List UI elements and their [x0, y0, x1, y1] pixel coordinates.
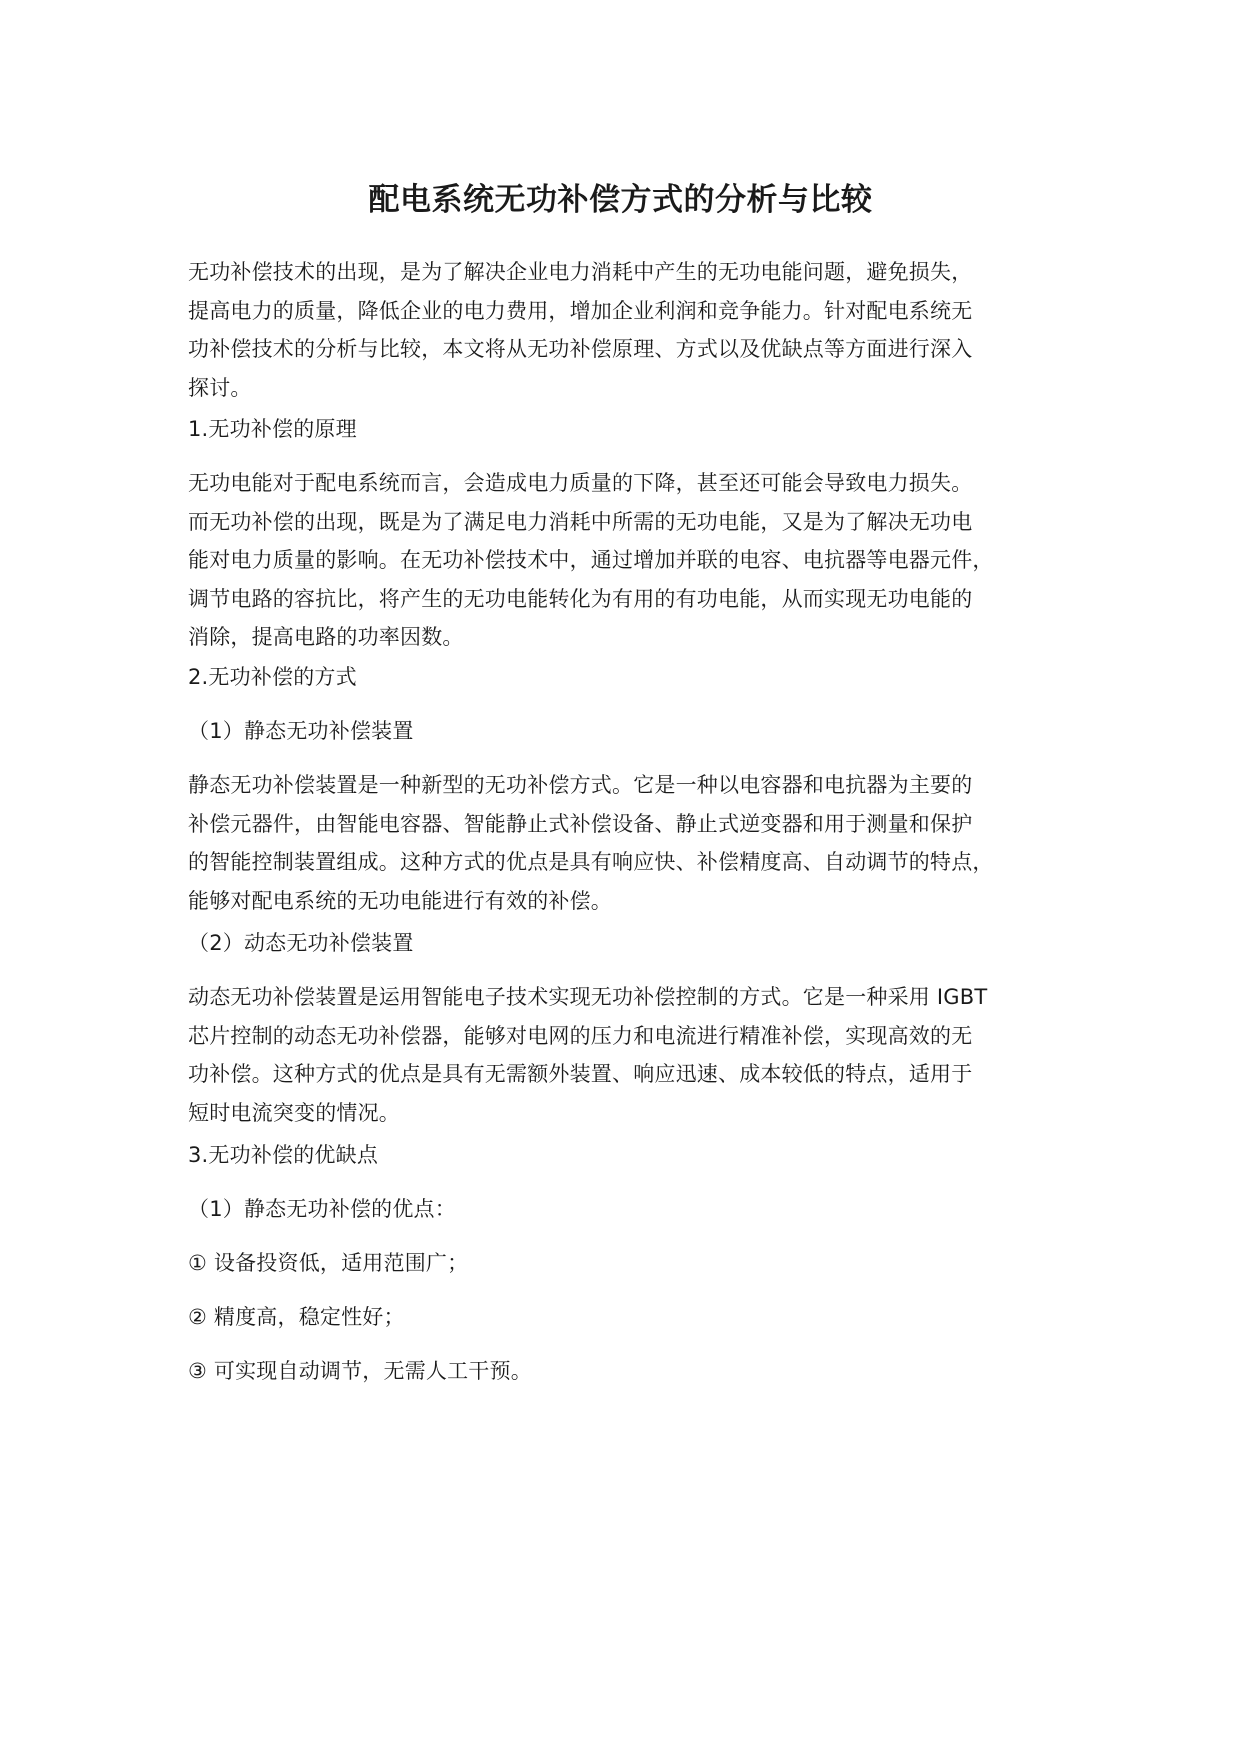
- list-item: ② 精度高，稳定性好；: [188, 1305, 405, 1329]
- section1-line: 而无功补偿的出现，既是为了满足电力消耗中所需的无功电能，又是为了解决无功电: [188, 509, 973, 534]
- section1-line: 能对电力质量的影响。在无功补偿技术中，通过增加并联的电容、电抗器等电器元件，: [188, 548, 994, 572]
- section3-heading: 3.无功补偿的优缺点: [188, 1143, 379, 1167]
- section2-sub2-heading: （2）动态无功补偿装置: [188, 931, 414, 955]
- section1-heading: 1.无功补偿的原理: [188, 417, 357, 441]
- intro-line: 探讨。: [188, 375, 252, 400]
- list-item: ③ 可实现自动调节，无需人工干预。: [188, 1359, 532, 1383]
- section3-sub1-heading: （1）静态无功补偿的优点：: [188, 1197, 456, 1221]
- intro-paragraph: [188, 253, 1078, 407]
- section2-sub1-line: 补偿元器件，由智能电容器、智能静止式补偿设备、静止式逆变器和用于测量和保护: [188, 811, 973, 836]
- intro-line: 无功补偿技术的出现，是为了解决企业电力消耗中产生的无功电能问题，避免损失，: [188, 260, 973, 284]
- section1-paragraph: [188, 464, 1078, 657]
- section2-sub1-line: 的智能控制装置组成。这种方式的优点是具有响应快、补偿精度高、自动调节的特点，: [188, 850, 994, 874]
- intro-line: 功补偿技术的分析与比较，本文将从无功补偿原理、方式以及优缺点等方面进行深入: [188, 337, 973, 361]
- section2-sub2-line: 短时电流突变的情况。: [188, 1100, 400, 1125]
- section2-sub2-paragraph: [188, 978, 1078, 1132]
- section2-sub1-line: 静态无功补偿装置是一种新型的无功补偿方式。它是一种以电容器和电抗器为主要的: [188, 773, 973, 797]
- document-title: 配电系统无功补偿方式的分析与比较: [368, 182, 873, 218]
- section2-sub1-paragraph: [188, 766, 1078, 920]
- section1-line: 无功电能对于配电系统而言，会造成电力质量的下降，甚至还可能会导致电力损失。: [188, 471, 973, 495]
- section2-sub2-line: 功补偿。这种方式的优点是具有无需额外装置、响应迅速、成本较低的特点，适用于: [188, 1062, 973, 1086]
- section2-sub2-line: 芯片控制的动态无功补偿器，能够对电网的压力和电流进行精准补偿，实现高效的无: [188, 1023, 973, 1048]
- section1-line: 调节电路的容抗比，将产生的无功电能转化为有用的有功电能，从而实现无功电能的: [188, 586, 973, 611]
- section2-sub1-heading: （1）静态无功补偿装置: [188, 719, 414, 743]
- intro-line: 提高电力的质量，降低企业的电力费用，增加企业利润和竞争能力。针对配电系统无: [188, 298, 973, 323]
- section1-line: 消除，提高电路的功率因数。: [188, 625, 464, 649]
- section2-sub2-line: 动态无功补偿装置是运用智能电子技术实现无功补偿控制的方式。它是一种采用 IGBT: [188, 985, 988, 1009]
- list-item: ① 设备投资低，适用范围广；: [188, 1251, 469, 1275]
- section2-heading: 2.无功补偿的方式: [188, 665, 357, 689]
- section2-sub1-line: 能够对配电系统的无功电能进行有效的补偿。: [188, 888, 612, 913]
